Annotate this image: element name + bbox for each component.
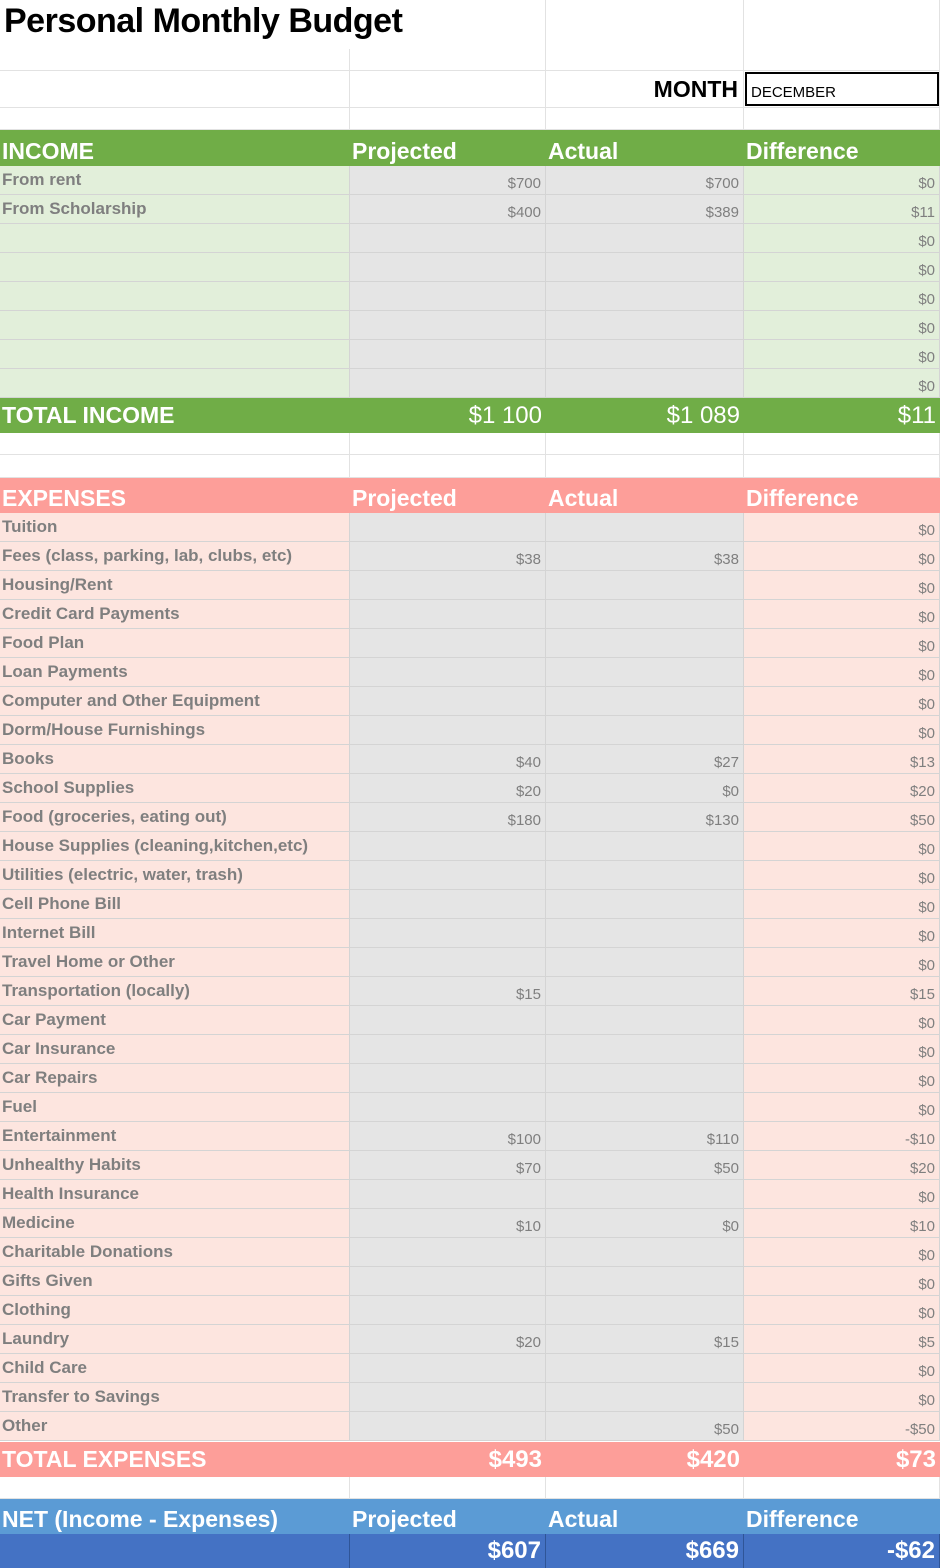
net-header-row xyxy=(0,1499,940,1534)
expense-difference-cell: $0 xyxy=(744,1180,940,1209)
expense-projected-cell[interactable] xyxy=(350,1064,546,1093)
expense-label[interactable]: Health Insurance xyxy=(0,1180,350,1209)
income-actual-cell[interactable] xyxy=(546,282,744,311)
expense-row xyxy=(0,1354,940,1383)
income-header-row xyxy=(0,130,940,166)
income-actual-cell[interactable]: $700 xyxy=(546,166,744,195)
income-projected-cell[interactable] xyxy=(350,224,546,253)
grid-cell[interactable] xyxy=(350,455,546,478)
grid-cell[interactable] xyxy=(0,455,350,478)
income-projected-cell[interactable] xyxy=(350,282,546,311)
expense-label[interactable]: Credit Card Payments xyxy=(0,600,350,629)
expense-row xyxy=(0,890,940,919)
income-label[interactable] xyxy=(0,340,350,369)
expenses-header-row xyxy=(0,478,940,513)
net-total-projected: $607 xyxy=(350,1534,546,1568)
total-income-difference: $11 xyxy=(897,401,936,429)
total-income-label: TOTAL INCOME xyxy=(2,402,175,428)
income-difference-cell: $0 xyxy=(744,282,940,311)
expense-actual-cell[interactable] xyxy=(546,1267,744,1296)
expense-actual-cell[interactable] xyxy=(546,861,744,890)
grid-cell[interactable] xyxy=(546,49,744,71)
grid-cell[interactable] xyxy=(0,71,350,108)
income-row xyxy=(0,224,940,253)
expense-difference-cell: $0 xyxy=(744,658,940,687)
income-actual-cell[interactable] xyxy=(546,340,744,369)
expense-row xyxy=(0,832,940,861)
expense-actual-cell[interactable] xyxy=(546,890,744,919)
grid-cell[interactable] xyxy=(350,1477,546,1499)
grid-cell[interactable] xyxy=(0,49,350,71)
expense-label[interactable]: Loan Payments xyxy=(0,658,350,687)
expense-label[interactable]: Transfer to Savings xyxy=(0,1383,350,1412)
expense-projected-cell[interactable] xyxy=(350,1267,546,1296)
expense-projected-cell[interactable]: $180 xyxy=(350,803,546,832)
expense-difference-cell: $0 xyxy=(744,716,940,745)
expense-row xyxy=(0,513,940,542)
expense-actual-cell[interactable] xyxy=(546,658,744,687)
expense-difference-cell: $0 xyxy=(744,1296,940,1325)
net-header-label: NET (Income - Expenses) xyxy=(2,1506,279,1532)
expense-actual-cell[interactable]: $50 xyxy=(546,1151,744,1180)
income-actual-cell[interactable]: $389 xyxy=(546,195,744,224)
expense-projected-cell[interactable] xyxy=(350,687,546,716)
expense-difference-cell: $0 xyxy=(744,542,940,571)
expense-label[interactable]: Car Payment xyxy=(0,1006,350,1035)
expense-label[interactable]: Unhealthy Habits xyxy=(0,1151,350,1180)
blank-row xyxy=(0,1477,940,1499)
expense-projected-cell[interactable]: $40 xyxy=(350,745,546,774)
expense-difference-cell: $0 xyxy=(744,1354,940,1383)
income-difference-cell: $0 xyxy=(744,311,940,340)
grid-cell[interactable] xyxy=(0,0,350,49)
income-row xyxy=(0,340,940,369)
month-label: MONTH xyxy=(653,76,738,102)
expense-difference-cell: -$10 xyxy=(744,1122,940,1151)
expense-row xyxy=(0,571,940,600)
page-title: Personal Monthly Budget xyxy=(4,2,403,40)
expense-label[interactable]: Other xyxy=(0,1412,350,1441)
grid-cell[interactable] xyxy=(350,71,546,108)
grid-cell[interactable] xyxy=(350,0,546,49)
expense-projected-cell[interactable] xyxy=(350,1180,546,1209)
income-label[interactable]: From Scholarship xyxy=(0,195,350,224)
expense-actual-cell[interactable]: $130 xyxy=(546,803,744,832)
income-difference-cell: $0 xyxy=(744,340,940,369)
total-income-projected: $1 100 xyxy=(468,401,542,429)
expense-projected-cell[interactable] xyxy=(350,861,546,890)
expense-actual-cell[interactable]: $0 xyxy=(546,1209,744,1238)
grid-cell[interactable] xyxy=(546,1477,744,1499)
actual-header: Actual xyxy=(548,1506,619,1532)
expense-row xyxy=(0,1122,940,1151)
expense-difference-cell: $20 xyxy=(744,774,940,803)
expense-actual-cell[interactable] xyxy=(546,1354,744,1383)
actual-header: Actual xyxy=(548,485,619,511)
expense-label[interactable]: Cell Phone Bill xyxy=(0,890,350,919)
month-input[interactable]: DECEMBER xyxy=(745,72,939,106)
expense-projected-cell[interactable]: $38 xyxy=(350,542,546,571)
expense-actual-cell[interactable]: $110 xyxy=(546,1122,744,1151)
grid-cell[interactable] xyxy=(744,433,940,455)
expense-difference-cell: $0 xyxy=(744,1238,940,1267)
expense-label[interactable]: School Supplies xyxy=(0,774,350,803)
expense-row xyxy=(0,1006,940,1035)
expense-actual-cell[interactable] xyxy=(546,687,744,716)
expense-label[interactable]: Utilities (electric, water, trash) xyxy=(0,861,350,890)
grid-cell[interactable] xyxy=(0,108,350,130)
expense-actual-cell[interactable] xyxy=(546,513,744,542)
expense-projected-cell[interactable] xyxy=(350,890,546,919)
expense-difference-cell: -$50 xyxy=(744,1412,940,1441)
expense-projected-cell[interactable] xyxy=(350,1296,546,1325)
expense-actual-cell[interactable] xyxy=(546,1006,744,1035)
expense-label[interactable]: House Supplies (cleaning,kitchen,etc) xyxy=(0,832,350,861)
expense-difference-cell: $10 xyxy=(744,1209,940,1238)
difference-header: Difference xyxy=(746,485,859,511)
expense-projected-cell[interactable] xyxy=(350,948,546,977)
expense-actual-cell[interactable] xyxy=(546,919,744,948)
expense-row xyxy=(0,600,940,629)
expense-row xyxy=(0,1209,940,1238)
expense-projected-cell[interactable] xyxy=(350,919,546,948)
expense-actual-cell[interactable]: $15 xyxy=(546,1325,744,1354)
expense-projected-cell[interactable] xyxy=(350,1383,546,1412)
grid-cell[interactable] xyxy=(350,108,546,130)
expense-row xyxy=(0,948,940,977)
expense-actual-cell[interactable] xyxy=(546,716,744,745)
grid-cell[interactable] xyxy=(744,455,940,478)
difference-header: Difference xyxy=(746,1506,859,1532)
expense-actual-cell[interactable]: $38 xyxy=(546,542,744,571)
total-expenses-actual: $420 xyxy=(686,1445,740,1473)
expense-actual-cell[interactable] xyxy=(546,1035,744,1064)
expense-row xyxy=(0,1325,940,1354)
income-row xyxy=(0,282,940,311)
expense-difference-cell: $50 xyxy=(744,803,940,832)
expense-label[interactable]: Fees (class, parking, lab, clubs, etc) xyxy=(0,542,350,571)
income-difference-cell: $0 xyxy=(744,253,940,282)
expense-label[interactable]: Travel Home or Other xyxy=(0,948,350,977)
expense-actual-cell[interactable] xyxy=(546,977,744,1006)
title-row-grid xyxy=(0,0,940,49)
income-projected-cell[interactable]: $400 xyxy=(350,195,546,224)
expense-actual-cell[interactable] xyxy=(546,1238,744,1267)
expense-actual-cell[interactable]: $27 xyxy=(546,745,744,774)
expense-row xyxy=(0,919,940,948)
income-difference-cell: $11 xyxy=(744,195,940,224)
expense-projected-cell[interactable] xyxy=(350,571,546,600)
expense-label[interactable]: Food (groceries, eating out) xyxy=(0,803,350,832)
expense-row xyxy=(0,687,940,716)
expense-row xyxy=(0,1064,940,1093)
expense-projected-cell[interactable] xyxy=(350,1035,546,1064)
total-income-actual: $1 089 xyxy=(666,401,740,429)
income-projected-cell[interactable] xyxy=(350,311,546,340)
expense-actual-cell[interactable]: $0 xyxy=(546,774,744,803)
expense-label[interactable]: Dorm/House Furnishings xyxy=(0,716,350,745)
income-actual-cell[interactable] xyxy=(546,253,744,282)
expense-actual-cell[interactable] xyxy=(546,832,744,861)
expense-label[interactable]: Charitable Donations xyxy=(0,1238,350,1267)
expense-projected-cell[interactable] xyxy=(350,1412,546,1441)
expense-row xyxy=(0,1238,940,1267)
expense-row xyxy=(0,1296,940,1325)
expense-difference-cell: $0 xyxy=(744,1064,940,1093)
expense-projected-cell[interactable]: $20 xyxy=(350,774,546,803)
blank-row xyxy=(0,49,940,71)
income-label[interactable] xyxy=(0,253,350,282)
grid-cell[interactable] xyxy=(546,108,744,130)
expense-label[interactable]: Internet Bill xyxy=(0,919,350,948)
expense-difference-cell: $0 xyxy=(744,513,940,542)
expense-actual-cell[interactable] xyxy=(546,600,744,629)
blank-row xyxy=(0,108,940,130)
expense-difference-cell: $0 xyxy=(744,1006,940,1035)
expense-label[interactable]: Gifts Given xyxy=(0,1267,350,1296)
grid-cell[interactable] xyxy=(744,1477,940,1499)
expense-actual-cell[interactable] xyxy=(546,571,744,600)
income-projected-cell[interactable] xyxy=(350,340,546,369)
expense-actual-cell[interactable]: $50 xyxy=(546,1412,744,1441)
expense-actual-cell[interactable] xyxy=(546,1064,744,1093)
total-expenses-difference: $73 xyxy=(895,1445,936,1473)
expense-row xyxy=(0,1383,940,1412)
expense-difference-cell: $0 xyxy=(744,1267,940,1296)
expense-difference-cell: $5 xyxy=(744,1325,940,1354)
income-row xyxy=(0,369,940,398)
expense-label[interactable]: Medicine xyxy=(0,1209,350,1238)
expense-difference-cell: $0 xyxy=(744,890,940,919)
expense-difference-cell: $0 xyxy=(744,1035,940,1064)
expense-difference-cell: $0 xyxy=(744,861,940,890)
grid-cell[interactable] xyxy=(350,49,546,71)
expense-row xyxy=(0,1412,940,1441)
expense-row xyxy=(0,1035,940,1064)
expense-label[interactable]: Computer and Other Equipment xyxy=(0,687,350,716)
expense-row xyxy=(0,1151,940,1180)
expense-projected-cell[interactable] xyxy=(350,600,546,629)
expense-difference-cell: $15 xyxy=(744,977,940,1006)
expense-actual-cell[interactable] xyxy=(546,948,744,977)
income-header-label: INCOME xyxy=(2,138,94,164)
expense-row xyxy=(0,1267,940,1296)
expense-row xyxy=(0,1093,940,1122)
expense-projected-cell[interactable] xyxy=(350,1238,546,1267)
expense-projected-cell[interactable] xyxy=(350,832,546,861)
total-expenses-row xyxy=(0,1442,940,1477)
income-label[interactable]: From rent xyxy=(0,166,350,195)
expense-label[interactable]: Food Plan xyxy=(0,629,350,658)
expense-projected-cell[interactable] xyxy=(350,513,546,542)
expense-row xyxy=(0,745,940,774)
expense-projected-cell[interactable]: $10 xyxy=(350,1209,546,1238)
expense-difference-cell: $0 xyxy=(744,1383,940,1412)
expense-difference-cell: $13 xyxy=(744,745,940,774)
expense-actual-cell[interactable] xyxy=(546,1093,744,1122)
expense-projected-cell[interactable]: $70 xyxy=(350,1151,546,1180)
expense-row xyxy=(0,774,940,803)
income-projected-cell[interactable]: $700 xyxy=(350,166,546,195)
grid-cell[interactable] xyxy=(0,1477,350,1499)
expense-label[interactable]: Clothing xyxy=(0,1296,350,1325)
expense-actual-cell[interactable] xyxy=(546,1296,744,1325)
income-actual-cell[interactable] xyxy=(546,369,744,398)
expense-difference-cell: $0 xyxy=(744,1093,940,1122)
income-actual-cell[interactable] xyxy=(546,224,744,253)
expense-projected-cell[interactable]: $20 xyxy=(350,1325,546,1354)
income-label[interactable] xyxy=(0,369,350,398)
blank-row xyxy=(0,433,940,455)
income-row xyxy=(0,253,940,282)
expense-row xyxy=(0,977,940,1006)
grid-cell[interactable] xyxy=(350,433,546,455)
expense-row xyxy=(0,1180,940,1209)
income-actual-cell[interactable] xyxy=(546,311,744,340)
expense-projected-cell[interactable] xyxy=(350,1354,546,1383)
expense-projected-cell[interactable] xyxy=(350,629,546,658)
blank-row xyxy=(0,455,940,478)
income-difference-cell: $0 xyxy=(744,166,940,195)
projected-header: Projected xyxy=(352,138,457,164)
expense-actual-cell[interactable] xyxy=(546,1383,744,1412)
expense-row xyxy=(0,861,940,890)
projected-header: Projected xyxy=(352,485,457,511)
income-label[interactable] xyxy=(0,282,350,311)
expense-label[interactable]: Fuel xyxy=(0,1093,350,1122)
net-total-actual: $669 xyxy=(546,1534,744,1568)
total-expenses-projected: $493 xyxy=(488,1445,542,1473)
expense-actual-cell[interactable] xyxy=(546,1180,744,1209)
expenses-header-label: EXPENSES xyxy=(2,485,126,511)
expense-projected-cell[interactable] xyxy=(350,716,546,745)
net-total-label xyxy=(0,1534,350,1568)
projected-header: Projected xyxy=(352,1506,457,1532)
income-projected-cell[interactable] xyxy=(350,253,546,282)
income-row xyxy=(0,195,940,224)
expense-difference-cell: $20 xyxy=(744,1151,940,1180)
grid-cell[interactable] xyxy=(546,0,744,49)
grid-cell[interactable] xyxy=(744,108,940,130)
expense-actual-cell[interactable] xyxy=(546,629,744,658)
expense-label[interactable]: Car Repairs xyxy=(0,1064,350,1093)
expense-difference-cell: $0 xyxy=(744,600,940,629)
income-row xyxy=(0,166,940,195)
net-total-row xyxy=(0,1534,940,1568)
expense-label[interactable]: Books xyxy=(0,745,350,774)
grid-cell[interactable] xyxy=(0,433,350,455)
income-projected-cell[interactable] xyxy=(350,369,546,398)
difference-header: Difference xyxy=(746,138,859,164)
grid-cell[interactable] xyxy=(546,455,744,478)
income-difference-cell: $0 xyxy=(744,369,940,398)
expense-difference-cell: $0 xyxy=(744,832,940,861)
total-income-row xyxy=(0,398,940,433)
total-expenses-label: TOTAL EXPENSES xyxy=(2,1446,207,1472)
expense-row xyxy=(0,658,940,687)
income-label[interactable] xyxy=(0,311,350,340)
grid-cell[interactable] xyxy=(546,433,744,455)
expense-projected-cell[interactable] xyxy=(350,1093,546,1122)
expense-row xyxy=(0,629,940,658)
expense-difference-cell: $0 xyxy=(744,629,940,658)
expense-projected-cell[interactable]: $100 xyxy=(350,1122,546,1151)
expense-difference-cell: $0 xyxy=(744,919,940,948)
expense-label[interactable]: Entertainment xyxy=(0,1122,350,1151)
income-row xyxy=(0,311,940,340)
expense-projected-cell[interactable]: $15 xyxy=(350,977,546,1006)
expense-projected-cell[interactable] xyxy=(350,658,546,687)
expense-label[interactable]: Tuition xyxy=(0,513,350,542)
expense-row xyxy=(0,716,940,745)
expense-label[interactable]: Laundry xyxy=(0,1325,350,1354)
expense-projected-cell[interactable] xyxy=(350,1006,546,1035)
expense-label[interactable]: Car Insurance xyxy=(0,1035,350,1064)
income-difference-cell: $0 xyxy=(744,224,940,253)
grid-cell[interactable] xyxy=(744,0,940,49)
grid-cell[interactable] xyxy=(744,49,940,71)
expense-difference-cell: $0 xyxy=(744,948,940,977)
expense-label[interactable]: Transportation (locally) xyxy=(0,977,350,1006)
expense-difference-cell: $0 xyxy=(744,571,940,600)
actual-header: Actual xyxy=(548,138,619,164)
income-label[interactable] xyxy=(0,224,350,253)
expense-row xyxy=(0,542,940,571)
expense-label[interactable]: Child Care xyxy=(0,1354,350,1383)
expense-difference-cell: $0 xyxy=(744,687,940,716)
net-total-difference: -$62 xyxy=(744,1534,940,1568)
expense-label[interactable]: Housing/Rent xyxy=(0,571,350,600)
expense-row xyxy=(0,803,940,832)
